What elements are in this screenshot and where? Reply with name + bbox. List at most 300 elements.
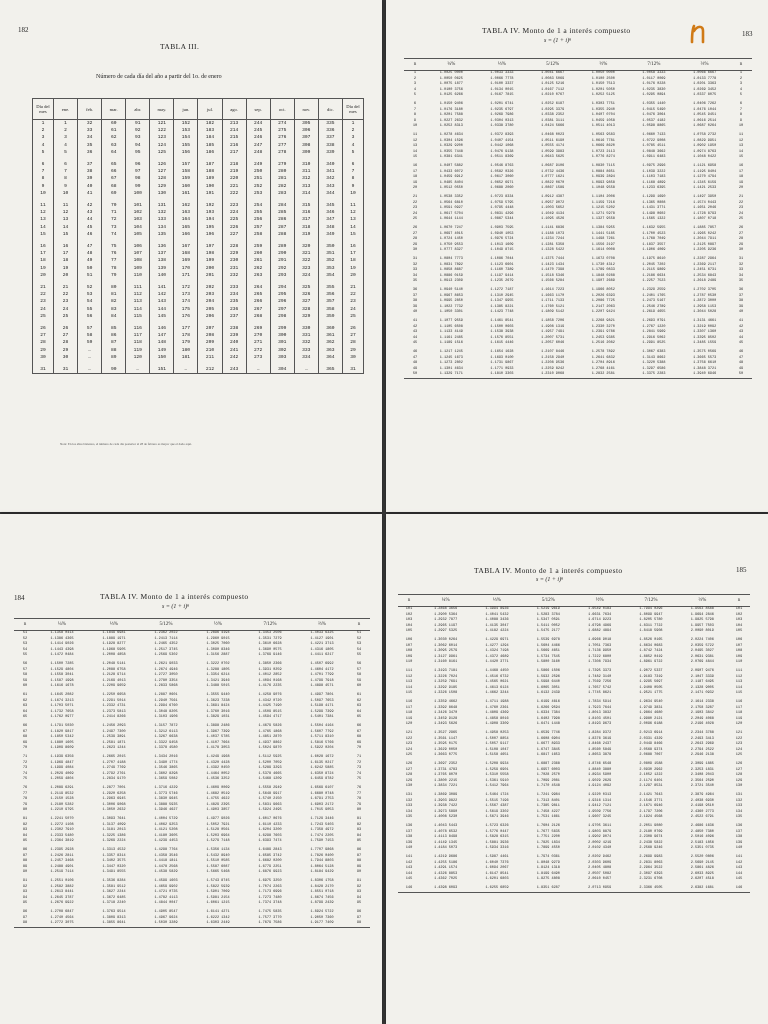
table-row — [33, 243, 364, 250]
amount-value: 1.2107 8446 — [541, 350, 565, 354]
day-of-year-cell: 53 — [78, 291, 102, 298]
day-of-year-cell: 4 — [54, 142, 78, 149]
day-of-year-cell: 6 — [54, 161, 78, 168]
period-number: 146 — [728, 886, 750, 892]
amount-value: 1.2310 9068 — [527, 372, 578, 378]
amount-value: 1.9864 4680 — [639, 711, 663, 715]
period-number: 67 — [356, 729, 362, 734]
day-of-year-cell: 190 — [198, 183, 222, 190]
amount-value: 1.3697 2352 — [434, 762, 458, 766]
day-number: 23 — [33, 298, 54, 305]
amount-value: 1.0822 0670 — [541, 180, 565, 185]
amount-value: 2.5183 1856 — [690, 840, 714, 845]
amount-value: 1.2059 4804 — [50, 777, 74, 781]
amount-value: 1.6975 3250 — [258, 879, 282, 883]
day-of-year-cell: 269 — [246, 325, 270, 332]
period-number: 113 — [405, 680, 413, 684]
page-number: 182 — [18, 26, 29, 34]
amount-value: 1.0150 7513 — [591, 82, 615, 86]
amount-value: 1.6094 2067 — [485, 866, 509, 870]
amount-value: 1.5740 2150 — [258, 797, 282, 801]
amount-value: 1.3527 2965 — [434, 731, 458, 735]
amount-value: 1.1375 7444 — [541, 257, 565, 261]
day-of-year-cell: 109 — [126, 265, 150, 272]
period-number: 46 — [738, 350, 744, 354]
amount-value: 1.7679 7586 — [244, 921, 296, 927]
amount-value: 1.6141 4271 — [206, 910, 230, 914]
formula-subtitle: s = (1 + i)ⁿ — [162, 604, 189, 610]
period-number: 122 — [735, 736, 743, 741]
day-of-year-cell: 232 — [222, 272, 246, 279]
period-number: 129 — [735, 778, 743, 783]
amount-value: 1.4977 9026 — [206, 817, 230, 821]
day-of-year-cell: 286 — [270, 216, 294, 223]
amount-value: 1.5475 2177 — [536, 629, 560, 633]
period-number: 38 — [738, 299, 744, 303]
day-of-year-cell: 45 — [78, 224, 102, 231]
day-of-year-cell: 106 — [126, 243, 150, 250]
amount-value: 1.2940 7561 — [154, 698, 178, 703]
day-of-year-cell: 342 — [318, 175, 342, 182]
period-number: 23 — [738, 206, 744, 210]
amount-value: 2.2051 9080 — [639, 824, 663, 828]
amount-value: 1.0433 6072 — [439, 169, 463, 174]
amount-value: 1.5901 7069 — [206, 890, 230, 894]
amount-value: 1.3855 8641 — [88, 921, 140, 927]
amount-value: 2.2699 9983 — [639, 855, 663, 859]
day-of-year-cell: 126 — [150, 161, 174, 168]
day-of-year-cell: 338 — [318, 142, 342, 149]
amount-value: 1.4184 5073 — [434, 846, 458, 850]
amount-value: 1.5987 4461 — [485, 855, 509, 859]
amount-value: 1.3760 3016 — [206, 709, 230, 714]
period-number: 18 — [412, 175, 418, 179]
day-of-year-cell: 205 — [198, 306, 222, 313]
period-number: 17 — [412, 169, 418, 174]
period-number: 119 — [405, 716, 413, 721]
amount-value: 1.4358 3546 — [154, 853, 178, 858]
amount-value: 1.0911 6483 — [642, 155, 666, 159]
day-of-year-cell: 147 — [150, 332, 174, 339]
amount-value: 1.8852 0419 — [639, 654, 663, 659]
amount-value: 1.2180 5282 — [50, 802, 74, 807]
period-number: 115 — [735, 691, 743, 695]
amount-value: 1.1672 0708 — [591, 257, 615, 261]
amount-value: 1.6132 2439 — [536, 691, 560, 695]
amount-value: 1.3219 0092 — [693, 324, 717, 329]
period-number: 87 — [356, 853, 362, 858]
period-number: 130 — [405, 784, 413, 788]
period-number: 128 — [735, 773, 743, 777]
amount-value: 1.3493 5626 — [434, 722, 458, 726]
amount-value: 1.2920 6258 — [102, 791, 126, 796]
period-number: 21 — [738, 195, 744, 199]
amount-value: 1.0050 0000 — [591, 71, 615, 75]
day-of-year-cell: 331 — [294, 332, 318, 339]
day-of-year-cell: 31 — [54, 366, 78, 374]
period-number: 7 — [413, 107, 417, 112]
period-number: 92 — [22, 884, 28, 889]
amount-value: 1.3809 8313 — [102, 915, 126, 920]
amount-value: 1.3536 8284 — [102, 879, 126, 883]
period-number: 82 — [356, 822, 362, 827]
amount-value: 1.4538 5829 — [154, 870, 178, 874]
amount-value: 1.0829 9951 — [693, 138, 717, 143]
amount-value: 1.0831 4296 — [490, 211, 514, 216]
amount-value: 1.7243 5403 — [310, 822, 334, 827]
day-number: 7 — [33, 168, 54, 175]
period-number: 140 — [405, 846, 413, 850]
amount-value: 1.5924 2495 — [258, 808, 282, 812]
period-number: 7 — [739, 107, 743, 112]
amount-value: 1.7385 9811 — [536, 804, 560, 808]
day-of-year-cell: 275 — [270, 127, 294, 134]
compound-interest-table — [398, 594, 750, 893]
amount-value: 1.0066 7778 — [490, 76, 514, 81]
period-number: 2 — [739, 76, 743, 81]
period-number: 131 — [735, 793, 743, 797]
day-of-year-cell: 145 — [150, 313, 174, 320]
amount-value: 1.2250 6658 — [102, 693, 126, 697]
amount-value: 1.3222 0702 — [206, 662, 230, 666]
amount-value: 1.7129 3446 — [310, 817, 334, 821]
period-number: 132 — [735, 798, 743, 803]
amount-value: 2.5351 0735 — [690, 846, 714, 850]
amount-value: 1.0355 1440 — [642, 102, 666, 106]
period-number: 63 — [356, 704, 362, 708]
table-row — [33, 202, 364, 209]
day-of-year-cell: 294 — [270, 284, 294, 291]
amount-value: 1.1443 4398 — [50, 647, 74, 652]
amount-value: 1.1909 8609 — [50, 746, 74, 750]
period-number: 34 — [412, 273, 418, 278]
amount-value: 1.6147 8541 — [485, 871, 509, 876]
day-number: 28 — [343, 339, 364, 346]
rate-column-header: ½% — [578, 59, 629, 71]
amount-value: 1.3627 2244 — [102, 890, 126, 894]
amount-value: 2.6382 1681 — [677, 886, 728, 892]
amount-value: 1.2209 9659 — [102, 684, 126, 688]
amount-value: 1.3131 4661 — [693, 319, 717, 323]
period-number: 145 — [405, 877, 413, 881]
amount-value: 1.4258 9076 — [258, 693, 282, 697]
amount-value: 1.0304 0313 — [490, 118, 514, 123]
day-of-year-cell: 264 — [246, 284, 270, 291]
amount-value: 1.4255 5186 — [434, 860, 458, 865]
amount-value: 1.1999 4084 — [50, 766, 74, 770]
amount-value: 1.0830 7115 — [591, 164, 615, 168]
day-of-year-cell: 100 — [126, 190, 150, 197]
amount-value: 1.7604 2126 — [536, 824, 560, 828]
day-of-year-cell: 325 — [294, 284, 318, 291]
day-of-year-cell: 280 — [270, 168, 294, 175]
day-of-year-cell: 351 — [318, 250, 342, 257]
period-number: 15 — [738, 155, 744, 159]
period-number: 32 — [738, 262, 744, 267]
day-of-year-cell: 311 — [294, 168, 318, 175]
day-of-year-cell: 249 — [246, 161, 270, 168]
amount-value: 1.1077 9559 — [439, 319, 463, 323]
amount-value: 1.2169 4013 — [102, 678, 126, 683]
amount-value: 1.1762 0977 — [50, 715, 74, 719]
amount-value: 1.2413 7114 — [154, 636, 178, 641]
day-of-year-cell: 348 — [318, 224, 342, 231]
amount-value: 1.2546 2789 — [642, 304, 666, 309]
period-number: 14 — [738, 149, 744, 154]
amount-value: 1.3938 7422 — [434, 804, 458, 808]
amount-value: 1.1558 3041 — [50, 673, 74, 677]
rate-column-header: ⅔% — [679, 59, 730, 71]
amount-value: 1.7051 7363 — [588, 643, 612, 648]
day-number: 6 — [33, 161, 54, 168]
amount-value: 1.0617 3060 — [490, 175, 514, 179]
amount-value: 1.3834 7221 — [434, 784, 458, 788]
period-number: 43 — [738, 330, 744, 334]
handwritten-mark — [688, 22, 708, 44]
period-number: 77 — [22, 791, 28, 796]
amount-value: 1.2665 2015 — [102, 755, 126, 759]
amount-value: 1.1616 1678 — [50, 684, 74, 688]
period-number: 14 — [412, 149, 418, 154]
day-of-year-cell: 199 — [198, 257, 222, 264]
period-number: 114 — [405, 685, 413, 690]
day-of-year-cell: 166 — [174, 231, 198, 238]
period-number: 83 — [356, 828, 362, 832]
day-of-year-cell: 62 — [102, 134, 126, 141]
period-number: 10 — [412, 124, 418, 128]
amount-value: 1.2373 5813 — [102, 709, 126, 714]
day-of-year-cell: 101 — [126, 202, 150, 209]
day-of-year-cell: 52 — [78, 284, 102, 291]
day-number: 30 — [33, 354, 54, 361]
day-of-year-cell: 198 — [198, 250, 222, 257]
day-of-year-cell: 120 — [126, 354, 150, 361]
amount-value: 1.1518 5346 — [541, 273, 565, 278]
amount-value: 1.3226 7024 — [434, 674, 458, 679]
amount-value: 1.5411 0052 — [536, 623, 560, 628]
amount-value: 2.4360 2773 — [690, 809, 714, 814]
amount-value: 1.0591 0927 — [439, 206, 463, 210]
period-number: 15 — [412, 155, 418, 159]
amount-value: 1.9825 5798 — [690, 618, 714, 622]
period-number: 42 — [738, 324, 744, 329]
amount-value: 1.2147 2063 — [591, 304, 615, 309]
day-of-year-cell: 196 — [198, 231, 222, 238]
period-number: 36 — [412, 288, 418, 292]
day-of-year-cell: 263 — [246, 272, 270, 279]
amount-value: 2.2493 3413 — [690, 736, 714, 741]
amount-value: 1.3359 4662 — [434, 700, 458, 704]
amount-value: 1.8103 4501 — [588, 716, 612, 721]
amount-value: 1.1820 9817 — [50, 729, 74, 734]
day-of-year-cell: 85 — [102, 325, 126, 332]
day-of-year-cell: 59 — [78, 339, 102, 346]
period-number: 108 — [405, 649, 413, 653]
period-number: 92 — [356, 884, 362, 889]
day-number: 11 — [343, 202, 364, 209]
amount-value: 1.2488 4901 — [50, 864, 74, 869]
day-of-year-cell: 206 — [198, 313, 222, 320]
amount-value: 2.0930 2962 — [639, 767, 663, 772]
amount-value: 1.2302 7910 — [50, 828, 74, 832]
period-number: 134 — [735, 809, 743, 814]
day-of-year-cell: 148 — [150, 339, 174, 346]
amount-value: 2.2180 0769 — [639, 829, 663, 834]
day-number: 15 — [343, 231, 364, 238]
amount-value: 1.7751 2200 — [536, 835, 560, 839]
day-of-year-cell: 65 — [102, 161, 126, 168]
period-number: 48 — [738, 361, 744, 365]
amount-value: 1.2877 7001 — [102, 786, 126, 790]
amount-value: 1.1663 1170 — [541, 293, 565, 298]
period-number: 26 — [738, 226, 744, 230]
amount-value: 2.1924 4568 — [639, 815, 663, 819]
amount-value: 1.4898 4571 — [310, 684, 334, 688]
period-number: 13 — [738, 144, 744, 148]
amount-value: 1.5734 7545 — [536, 654, 560, 659]
amount-value: 1.2045 7202 — [642, 262, 666, 267]
table-row — [33, 354, 364, 361]
amount-value: 1.4182 4224 — [485, 629, 509, 633]
page-number: 183 — [742, 30, 753, 38]
day-of-year-cell: 297 — [270, 306, 294, 313]
amount-value: 1.1235 2679 — [490, 279, 514, 283]
amount-value: 1.3581 9512 — [102, 884, 126, 889]
amount-value: 1.4372 4689 — [485, 654, 509, 659]
day-of-year-cell: 237 — [222, 313, 246, 320]
period-number: 60 — [356, 684, 362, 688]
day-of-year-cell: 181 — [174, 354, 198, 361]
period-number: 79 — [22, 802, 28, 807]
period-number: 110 — [405, 660, 413, 664]
day-of-year-cell: 116 — [126, 325, 150, 332]
period-number: 5 — [413, 93, 417, 97]
period-number: 24 — [738, 211, 744, 216]
rate-column-header: ¼% — [426, 59, 477, 71]
day-of-year-cell: 82 — [102, 298, 126, 305]
day-of-year-cell: 343 — [318, 183, 342, 190]
period-number: 146 — [398, 886, 420, 892]
amount-value: 1.6204 3200 — [258, 828, 282, 832]
amount-value: 1.5158 4651 — [485, 753, 509, 757]
day-of-year-cell: 234 — [222, 291, 246, 298]
day-of-year-cell: 152 — [174, 120, 198, 128]
amount-value: 1.3447 0320 — [102, 864, 126, 869]
amount-value: 1.8924 5722 — [310, 910, 334, 914]
n-column-header: n — [404, 59, 426, 71]
amount-value: 1.1809 5142 — [541, 310, 565, 314]
day-number: 22 — [33, 291, 54, 298]
day-of-year-cell: 256 — [246, 216, 270, 223]
amount-value: 1.3623 7238 — [206, 698, 230, 703]
day-number: 28 — [33, 339, 54, 346]
amount-value: 1.3555 9440 — [206, 693, 230, 697]
amount-value: 1.1195 8404 — [693, 169, 717, 174]
amount-value: 1.5881 3936 — [485, 840, 509, 845]
amount-value: 1.3143 8662 — [642, 355, 666, 360]
amount-value: 1.0974 8763 — [693, 149, 717, 154]
day-number: 20 — [343, 272, 364, 279]
amount-value: 2.0359 5722 — [690, 643, 714, 648]
amount-value: 1.2391 9786 — [591, 330, 615, 334]
amount-value: 1.6539 7746 — [536, 731, 560, 735]
amount-value: 1.5030 3289 — [140, 921, 192, 927]
amount-value: 1.7222 6800 — [588, 654, 612, 659]
amount-value: 1.1472 0484 — [50, 653, 74, 657]
day-of-year-cell: 324 — [294, 272, 318, 279]
amount-value: 1.2702 3705 — [693, 288, 717, 292]
period-number: 65 — [356, 715, 362, 719]
amount-value: 1.9521 1775 — [639, 691, 663, 695]
period-number: 101 — [735, 607, 743, 611]
day-number: 23 — [343, 298, 364, 305]
day-number: 31 — [343, 366, 364, 374]
amount-value: 1.6882 4894 — [588, 629, 612, 633]
day-of-year-cell: 312 — [294, 175, 318, 182]
amount-value: 1.0303 7751 — [591, 102, 615, 106]
day-of-year-cell: … — [78, 366, 102, 374]
day-of-year-cell: 352 — [318, 257, 342, 264]
amount-value: 1.1086 7044 — [490, 257, 514, 261]
amount-value: 2.0303 9609 — [588, 860, 612, 865]
day-of-year-cell: 204 — [198, 298, 222, 305]
period-number: 116 — [405, 700, 413, 704]
amount-value: 1.4094 0168 — [258, 678, 282, 683]
amount-value: 1.0100 3337 — [490, 82, 514, 86]
amount-value: 1.0407 5882 — [439, 164, 463, 168]
amount-value: 1.0722 9008 — [642, 138, 666, 143]
day-of-year-cell: 194 — [198, 216, 222, 223]
amount-value: 1.0687 0264 — [693, 124, 717, 128]
day-number: 14 — [343, 224, 364, 231]
day-of-year-cell: 42 — [78, 202, 102, 209]
day-of-year-cell: 9 — [54, 183, 78, 190]
amount-value: 1.1039 3222 — [642, 169, 666, 174]
amount-value: 1.0424 5666 — [541, 124, 565, 128]
amount-value: 2.0405 4808 — [588, 866, 612, 870]
day-of-year-cell: 104 — [126, 224, 150, 231]
amount-value: 1.2623 1244 — [102, 746, 126, 750]
amount-value: 1.1385 8221 — [490, 304, 514, 309]
period-number: 114 — [735, 685, 743, 690]
day-of-year-cell: 306 — [294, 127, 318, 134]
amount-value: 1.0598 8865 — [642, 124, 666, 128]
period-number: 44 — [412, 335, 418, 340]
day-of-year-cell: 308 — [294, 142, 318, 149]
amount-value: 2.0096 6188 — [639, 722, 663, 726]
amount-value: 1.8799 2439 — [310, 901, 334, 905]
amount-value: 1.4609 0069 — [206, 786, 230, 790]
amount-value: 2.3366 4505 — [625, 886, 676, 892]
amount-value: 1.1245 1673 — [439, 355, 463, 360]
period-number: 49 — [738, 366, 744, 371]
period-number: 53 — [22, 642, 28, 646]
period-number: 121 — [735, 731, 743, 735]
amount-value: 1.2205 9236 — [693, 248, 717, 252]
amount-value: 1.5831 9663 — [258, 802, 282, 807]
day-number: 13 — [343, 216, 364, 223]
amount-value: 1.1299 1690 — [642, 195, 666, 199]
amount-value: 1.1975 8610 — [642, 257, 666, 261]
month-header: sep. — [246, 99, 270, 120]
day-of-year-cell: 1 — [54, 120, 78, 128]
period-number: 88 — [356, 859, 362, 863]
amount-value: 1.0511 6190 — [541, 138, 565, 143]
period-number: 32 — [412, 262, 418, 267]
amount-value: 1.3006 9068 — [102, 802, 126, 807]
page-title: TABLA IV. Monto de 1 a interés compuesto — [100, 592, 249, 601]
amount-value: 1.0858 8687 — [439, 268, 463, 272]
